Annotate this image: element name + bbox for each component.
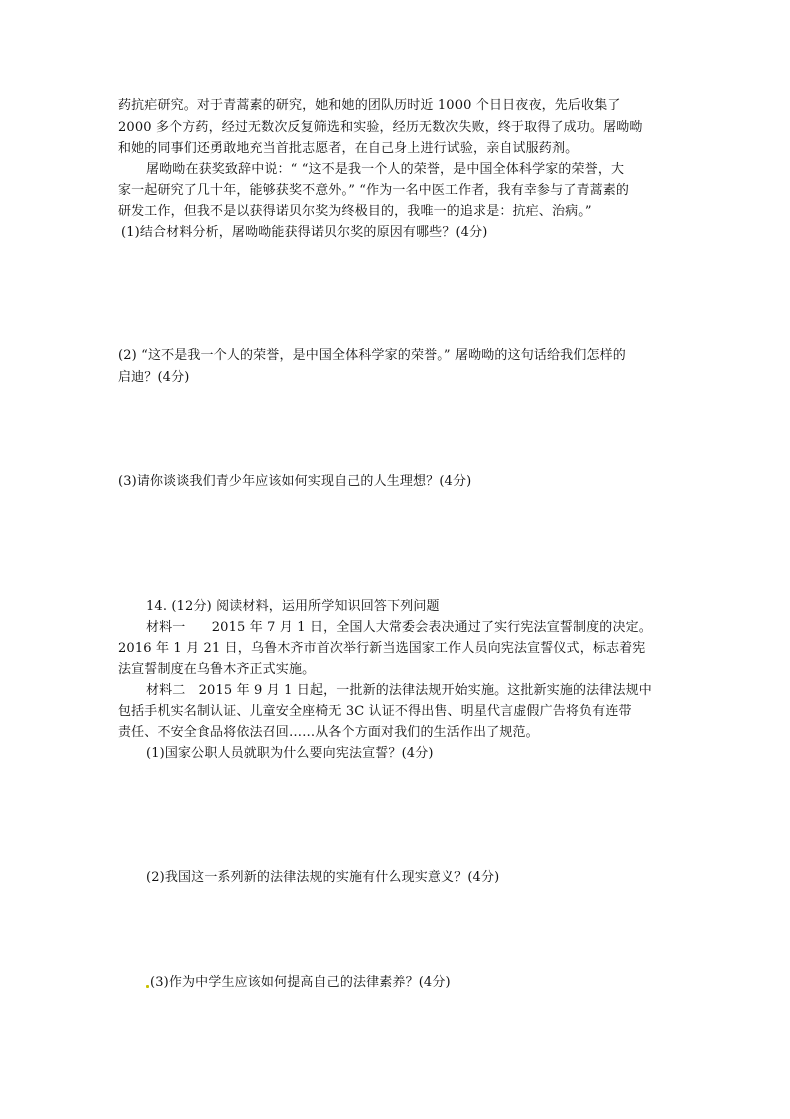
- material-line: 家一起研究了几十年，能够获奖不意外。” “作为一名中医工作者，我有幸参与了青蒿素的: [118, 183, 630, 198]
- question-14-heading: 14. (12分) 阅读材料，运用所学知识回答下列问题: [146, 599, 440, 614]
- question-13-2-line2: 启迪？(4分): [118, 370, 190, 385]
- material-line: 药抗疟研究。对于青蒿素的研究，她和她的团队历时近 1000 个日日夜夜，先后收集了: [118, 98, 621, 113]
- question-14-2: (2)我国这一系列新的法律法规的实施有什么现实意义？(4分): [146, 870, 500, 885]
- question-14-1: (1)国家公职人员就职为什么要向宪法宣誓？(4分): [146, 746, 434, 761]
- material-one-line: 2016 年 1 月 21 日，乌鲁木齐市首次举行新当选国家工作人员向宪法宣誓仪式，标志着宪: [118, 641, 646, 656]
- material-one-line: 法宣誓制度在乌鲁木齐正式实施。: [118, 662, 316, 677]
- material-line: 2000 多个方药，经过无数次反复筛选和实验，经历无数次失败，终于取得了成功。屠呦呦: [118, 120, 643, 135]
- material-one-line: 材料一 2015 年 7 月 1 日，全国人大常委会表决通过了实行宪法宣誓制度的决定。: [146, 620, 652, 635]
- question-14-3: (3)作为中学生应该如何提高自己的法律素养？(4分): [150, 975, 451, 990]
- material-two-line: 材料二 2015 年 9 月 1 日起，一批新的法律法规开始实施。这批新实施的法律法规中: [146, 683, 652, 698]
- question-13-1: (1)结合材料分析，屠呦呦能获得诺贝尔奖的原因有哪些？(4分): [121, 225, 488, 240]
- highlight-dot: [146, 985, 149, 988]
- material-line: 屠呦呦在获奖致辞中说：“ “这不是我一个人的荣誉，是中国全体科学家的荣誉，大: [146, 162, 625, 177]
- material-line: 和她的同事们还勇敢地充当首批志愿者，在自己身上进行试验，亲自试服药剂。: [118, 141, 579, 156]
- material-two-line: 包括手机实名制认证、儿童安全座椅无 3C 认证不得出售、明星代言虚假广告将负有连带: [118, 704, 632, 719]
- material-two-line: 责任、不安全食品将依法召回……从各个方面对我们的生活作出了规范。: [118, 725, 539, 740]
- question-13-3: (3)请你谈谈我们青少年应该如何实现自己的人生理想？(4分): [118, 474, 472, 489]
- material-line: 研发工作，但我不是以获得诺贝尔奖为终极目的，我唯一的追求是：抗疟、治病。”: [118, 204, 592, 219]
- question-13-2-line1: (2) “这不是我一个人的荣誉，是中国全体科学家的荣誉。” 屠呦呦的这句话给我们怎样的: [118, 348, 626, 363]
